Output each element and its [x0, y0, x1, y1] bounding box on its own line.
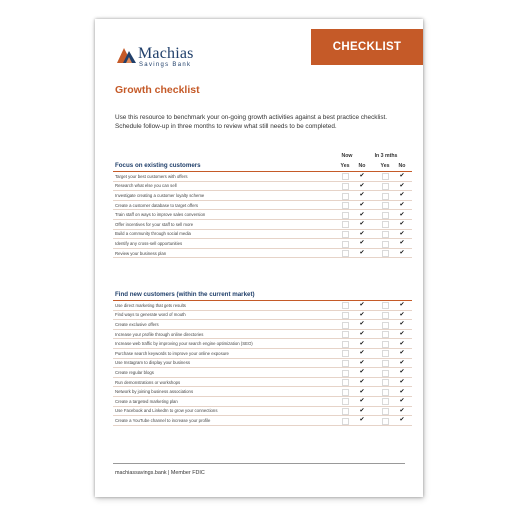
now-no-check-icon[interactable]: ✔	[359, 398, 365, 405]
in3-no-check-icon[interactable]: ✔	[399, 230, 405, 237]
now-yes-checkbox[interactable]	[342, 221, 349, 228]
in3-yes-checkbox[interactable]	[382, 183, 389, 190]
now-yes-checkbox[interactable]	[342, 341, 349, 348]
mountain-logo-icon	[117, 45, 137, 65]
now-yes-checkbox[interactable]	[342, 389, 349, 396]
in3-no-check-icon[interactable]: ✔	[399, 202, 405, 209]
in3-no-check-icon[interactable]: ✔	[399, 311, 405, 318]
checklist-row	[113, 172, 412, 182]
now-no-check-icon[interactable]: ✔	[359, 250, 365, 257]
in3-yes-checkbox[interactable]	[382, 418, 389, 425]
footer-text: machiassavings.bank | Member FDIC	[115, 470, 205, 476]
checklist-item-label: Create a customer database to target offers	[115, 202, 199, 208]
checklist-row	[113, 378, 412, 388]
checklist-item-label: Create a targeted marketing plan	[115, 398, 178, 404]
in3-no-check-icon[interactable]: ✔	[399, 379, 405, 386]
checklist-row	[113, 330, 412, 340]
checklist-item-label: Build a community through social media	[115, 231, 191, 237]
checklist-section	[113, 289, 412, 426]
now-no-header: No	[358, 163, 366, 169]
now-no-check-icon[interactable]: ✔	[359, 388, 365, 395]
now-no-check-icon[interactable]: ✔	[359, 211, 365, 218]
now-no-check-icon[interactable]: ✔	[359, 359, 365, 366]
in3-yes-checkbox[interactable]	[382, 341, 389, 348]
in3-yes-checkbox[interactable]	[382, 370, 389, 377]
section-title: Focus on existing customers	[115, 162, 201, 169]
checklist-item-label: Network by joining business associations	[115, 389, 194, 395]
checklist-item-label: Increase your profile through online directories	[115, 331, 204, 337]
in3-no-check-icon[interactable]: ✔	[399, 211, 405, 218]
logo-name: Machias	[138, 45, 194, 62]
in3-no-check-icon[interactable]: ✔	[399, 359, 405, 366]
now-yes-checkbox[interactable]	[342, 231, 349, 238]
checklist-row	[113, 230, 412, 240]
checklist-item-label: Offer incentives for your staff to sell more	[115, 221, 194, 227]
in3-no-check-icon[interactable]: ✔	[399, 350, 405, 357]
intro-text: Use this resource to benchmark your on-going growth activities against a best practice checklist. Schedule follow-up in three months to review what still needs to be completed.	[115, 114, 388, 130]
checklist-item-label: Run demonstrations or workshops	[115, 379, 181, 385]
checklist-item-label: Review your business plan	[115, 250, 167, 256]
in3-no-check-icon[interactable]: ✔	[399, 369, 405, 376]
now-yes-checkbox[interactable]	[342, 193, 349, 200]
now-no-check-icon[interactable]: ✔	[359, 230, 365, 237]
now-no-check-icon[interactable]: ✔	[359, 192, 365, 199]
section-header	[113, 289, 412, 301]
now-column-header: Now	[341, 153, 353, 159]
now-no-check-icon[interactable]: ✔	[359, 379, 365, 386]
in3-no-check-icon[interactable]: ✔	[399, 388, 405, 395]
in3-yes-checkbox[interactable]	[382, 331, 389, 338]
checklist-page	[95, 19, 423, 497]
checklist-row	[113, 210, 412, 220]
now-yes-header: Yes	[340, 163, 350, 169]
now-yes-checkbox[interactable]	[342, 302, 349, 309]
checklist-row	[113, 249, 412, 259]
now-no-check-icon[interactable]: ✔	[359, 240, 365, 247]
in3-yes-header: Yes	[380, 163, 390, 169]
in3-yes-checkbox[interactable]	[382, 241, 389, 248]
page-title: Growth checklist	[115, 84, 200, 96]
in3-no-check-icon[interactable]: ✔	[399, 173, 405, 180]
checklist-item-label: Investigate creating a customer loyalty scheme	[115, 192, 205, 198]
checklist-section	[113, 160, 412, 258]
in3-yes-checkbox[interactable]	[382, 302, 389, 309]
checklist-row	[113, 320, 412, 330]
checklist-item-label: Use direct marketing that gets results	[115, 302, 186, 308]
in3-yes-checkbox[interactable]	[382, 379, 389, 386]
in3-no-check-icon[interactable]: ✔	[399, 240, 405, 247]
now-yes-checkbox[interactable]	[342, 241, 349, 248]
checklist-item-label: Increase web traffic by improving your search engine optimization (SEO)	[115, 341, 253, 347]
now-no-check-icon[interactable]: ✔	[359, 417, 365, 424]
now-yes-checkbox[interactable]	[342, 183, 349, 190]
checklist-row	[113, 387, 412, 397]
in3-no-check-icon[interactable]: ✔	[399, 221, 405, 228]
checklist-row	[113, 416, 412, 426]
checklist-row	[113, 311, 412, 321]
checklist-banner: CHECKLIST	[311, 29, 423, 65]
checklist-row	[113, 368, 412, 378]
checklist-row	[113, 349, 412, 359]
now-yes-checkbox[interactable]	[342, 379, 349, 386]
checklist-item-label: Create a YouTube channel to increase your profile	[115, 417, 211, 423]
now-no-check-icon[interactable]: ✔	[359, 311, 365, 318]
in3-no-check-icon[interactable]: ✔	[399, 182, 405, 189]
in3-no-check-icon[interactable]: ✔	[399, 192, 405, 199]
checklist-item-label: Target your best customers with offers	[115, 173, 188, 179]
now-no-check-icon[interactable]: ✔	[359, 221, 365, 228]
in3-yes-checkbox[interactable]	[382, 360, 389, 367]
now-yes-checkbox[interactable]	[342, 350, 349, 357]
now-no-check-icon[interactable]: ✔	[359, 321, 365, 328]
in3-yes-checkbox[interactable]	[382, 322, 389, 329]
now-yes-checkbox[interactable]	[342, 173, 349, 180]
checklist-item-label: Use Instagram to display your business	[115, 360, 190, 366]
in3-yes-checkbox[interactable]	[382, 212, 389, 219]
in3-yes-checkbox[interactable]	[382, 193, 389, 200]
checklist-row	[113, 407, 412, 417]
in3-no-check-icon[interactable]: ✔	[399, 340, 405, 347]
checklist-item-label: Find ways to generate word of mouth	[115, 312, 186, 318]
footer-divider	[113, 463, 405, 464]
now-no-check-icon[interactable]: ✔	[359, 302, 365, 309]
in3-no-header: No	[398, 163, 406, 169]
now-no-check-icon[interactable]: ✔	[359, 350, 365, 357]
now-no-check-icon[interactable]: ✔	[359, 407, 365, 414]
checklist-item-label: Identify any cross-sell opportunities	[115, 240, 183, 246]
in3-yes-checkbox[interactable]	[382, 312, 389, 319]
in3-yes-checkbox[interactable]	[382, 408, 389, 415]
checklist-item-label: Create regular blogs	[115, 369, 154, 375]
checklist-row	[113, 301, 412, 311]
checklist-item-label: Create exclusive offers	[115, 321, 159, 327]
in3-yes-checkbox[interactable]	[382, 398, 389, 405]
checklist-row	[113, 182, 412, 192]
in3-no-check-icon[interactable]: ✔	[399, 302, 405, 309]
in3-yes-checkbox[interactable]	[382, 250, 389, 257]
checklist-row	[113, 201, 412, 211]
now-no-check-icon[interactable]: ✔	[359, 182, 365, 189]
in3-yes-checkbox[interactable]	[382, 221, 389, 228]
in3-yes-checkbox[interactable]	[382, 231, 389, 238]
now-yes-checkbox[interactable]	[342, 370, 349, 377]
in3-yes-checkbox[interactable]	[382, 350, 389, 357]
checklist-row	[113, 359, 412, 369]
checklist-item-label: Research what else you can sell	[115, 183, 177, 189]
checklist-row	[113, 191, 412, 201]
in3-yes-checkbox[interactable]	[382, 389, 389, 396]
in3-no-check-icon[interactable]: ✔	[399, 331, 405, 338]
section-header	[113, 160, 412, 172]
checklist-item-label: Use Facebook and LinkedIn to grow your connections	[115, 408, 218, 414]
now-yes-checkbox[interactable]	[342, 331, 349, 338]
now-yes-checkbox[interactable]	[342, 408, 349, 415]
section-title: Find new customers (within the current market)	[115, 291, 255, 298]
checklist-row	[113, 239, 412, 249]
now-no-check-icon[interactable]: ✔	[359, 202, 365, 209]
now-no-check-icon[interactable]: ✔	[359, 369, 365, 376]
now-yes-checkbox[interactable]	[342, 212, 349, 219]
in3-no-check-icon[interactable]: ✔	[399, 417, 405, 424]
in3-no-check-icon[interactable]: ✔	[399, 398, 405, 405]
now-yes-checkbox[interactable]	[342, 398, 349, 405]
now-yes-checkbox[interactable]	[342, 360, 349, 367]
in3-yes-checkbox[interactable]	[382, 202, 389, 209]
in3-yes-checkbox[interactable]	[382, 173, 389, 180]
checklist-row	[113, 220, 412, 230]
checklist-item-label: Purchase search keywords to improve your online exposure	[115, 350, 229, 356]
checklist-row	[113, 339, 412, 349]
now-yes-checkbox[interactable]	[342, 202, 349, 209]
now-no-check-icon[interactable]: ✔	[359, 340, 365, 347]
now-yes-checkbox[interactable]	[342, 322, 349, 329]
in3-no-check-icon[interactable]: ✔	[399, 407, 405, 414]
now-yes-checkbox[interactable]	[342, 312, 349, 319]
now-no-check-icon[interactable]: ✔	[359, 331, 365, 338]
in3-column-header: In 3 mths	[374, 153, 398, 159]
in3-no-check-icon[interactable]: ✔	[399, 250, 405, 257]
now-no-check-icon[interactable]: ✔	[359, 173, 365, 180]
checklist-item-label: Train staff on ways to improve sales conversion	[115, 212, 206, 218]
checklist-row	[113, 397, 412, 407]
now-yes-checkbox[interactable]	[342, 418, 349, 425]
now-yes-checkbox[interactable]	[342, 250, 349, 257]
logo-subtitle: Savings Bank	[139, 62, 192, 68]
in3-no-check-icon[interactable]: ✔	[399, 321, 405, 328]
